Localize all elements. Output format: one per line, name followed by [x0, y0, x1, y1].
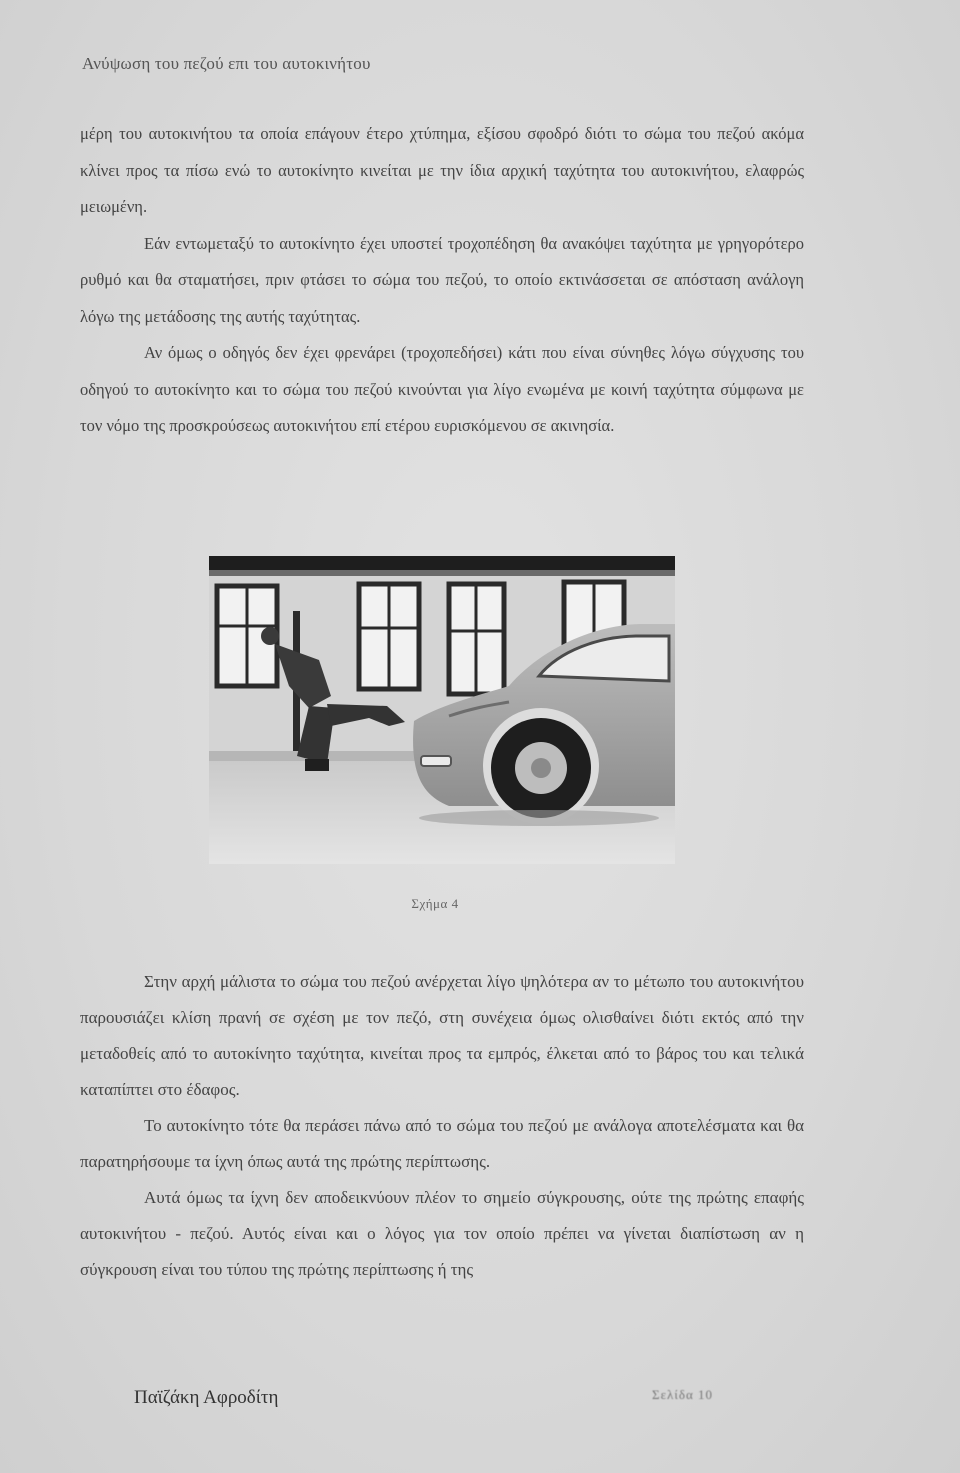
footer-page-number: Σελίδα 10	[652, 1387, 714, 1402]
paragraph-no-braking: Αν όμως ο οδηγός δεν έχει φρενάρει (τροχοπεδήσει) κάτι που είναι σύνηθες λόγω σύγχυσης του οδηγού το αυτοκίνητο και το σώμα του πεζού κινούνται για λίγο ενωμένα με κοινή ταχύτητα σύμφωνα με τον νόμο της προσκρούσεως αυτοκινήτου επί ετέρου ευρισκόμενου σε ακινησία.	[80, 343, 804, 435]
top-text-block	[80, 116, 804, 445]
figure-photo-pedestrian-car	[209, 556, 675, 864]
running-header: Ανύψωση του πεζού επι του αυτοκινήτου	[82, 54, 371, 73]
paragraph-traces: Αυτά όμως τα ίχνη δεν αποδεικνύουν πλέον το σημείο σύγκρουσης, ούτε της πρώτης επαφής αυτοκινήτου - πεζού. Αυτός είναι και ο λόγος για τον οποίο πρέπει να γίνεται διαπίστωση αν η σύγκρουση είναι του τύπου της πρώτης περίπτωσης ή της	[80, 1188, 804, 1279]
footer-author: Παϊζάκη Αφροδίτη	[134, 1387, 279, 1408]
paragraph-braking: Εάν εντωμεταξύ το αυτοκίνητο έχει υποστεί τροχοπέδηση θα ανακόψει ταχύτητα με γρηγορότερο ρυθμό και θα σταματήσει, πριν φτάσει το σώμα του πεζού, το οποίο εκτινάσσεται σε απόσταση ανάλογη λόγω της μετάδοσης της αυτής ταχύτητας.	[80, 233, 804, 326]
paragraph-continuation: μέρη του αυτοκινήτου τα οποία επάγουν έτερο χτύπημα, εξίσου σφοδρό διότι το σώμα του πεζού ακόμα κλίνει προς τα πίσω ενώ το αυτοκίνητο κινείται με την ίδια αρχική ταχύτητα του αυτοκινήτου, ελαφρώς μειωμένη.	[80, 124, 804, 216]
paragraph-body-rises: Στην αρχή μάλιστα το σώμα του πεζού ανέρχεται λίγο ψηλότερα αν το μέτωπο του αυτοκινήτου παρουσιάζει κλίση πρανή σε σχέση με τον πεζό, στη συνέχεια όμως ολισθαίνει διότι εκτός από την μεταδοθείς από το αυτοκίνητο ταχύτητα, κινείται προς τα εμπρός, έλκεται από το βάρος του και τελικά καταπίπτει στο έδαφος.	[80, 972, 804, 1099]
paragraph-car-passes: Το αυτοκίνητο τότε θα περάσει πάνω από το σώμα του πεζού με ανάλογα αποτελέσματα και θα παρατηρήσουμε τα ίχνη όπως αυτά της πρώτης περίπτωσης.	[80, 1116, 804, 1171]
photo-illustration	[209, 556, 675, 864]
bottom-text-block	[80, 964, 804, 1288]
figure-caption: Σχήμα 4	[411, 896, 459, 911]
